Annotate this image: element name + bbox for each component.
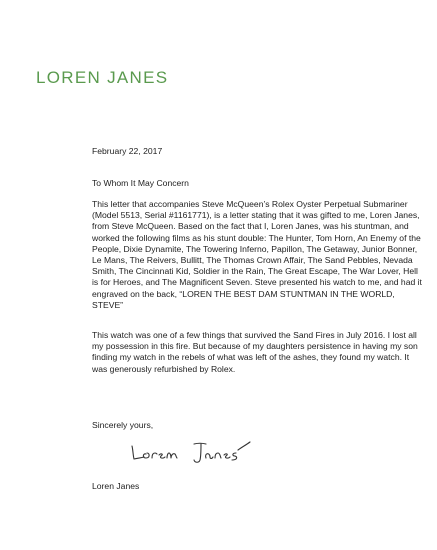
handwritten-signature xyxy=(128,436,258,466)
letter-date: February 22, 2017 xyxy=(92,146,163,156)
letter-salutation: To Whom It May Concern xyxy=(92,178,189,188)
letter-closing: Sincerely yours, xyxy=(92,420,154,430)
letter-paragraph-1: This letter that accompanies Steve McQueen’s Rolex Oyster Perpetual Submariner (Model 5513, Serial #1161771), is a letter stating that it was gifted to me, Loren Janes, from Steve McQueen. Based on the fact that I, Loren Janes, was his stuntman, and worked the following films as his stunt double: The Hunter, Tom Horn, An Enemy of the People, Dixie Dynamite, The Towering Inferno, Papillon, The Getaway, Junior Bonner, Le Mans, The Reivers, Bullitt, The Thomas Crown Affair, The Sand Pebbles, Nevada Smith, The Cincinnati Kid, Soldier in the Rain, The Great Escape, The War Lover, Hell is for Heroes, and The Magnificent Seven. Steve presented his watch to me, and had it engraved on the back, “LOREN THE BEST DAM STUNTMAN IN THE WORLD, STEVE” xyxy=(92,199,422,310)
letter-printed-name: Loren Janes xyxy=(92,481,140,491)
letterhead-name: LOREN JANES xyxy=(36,68,169,87)
letter-paragraph-2: This watch was one of a few things that survived the Sand Fires in July 2016. I lost all my possession in this fire. But because of my daughters persistence in having my son finding my watch in the rebels of what was left of the ashes, they found my watch. It was generously refurbished by Rolex. xyxy=(92,330,418,374)
